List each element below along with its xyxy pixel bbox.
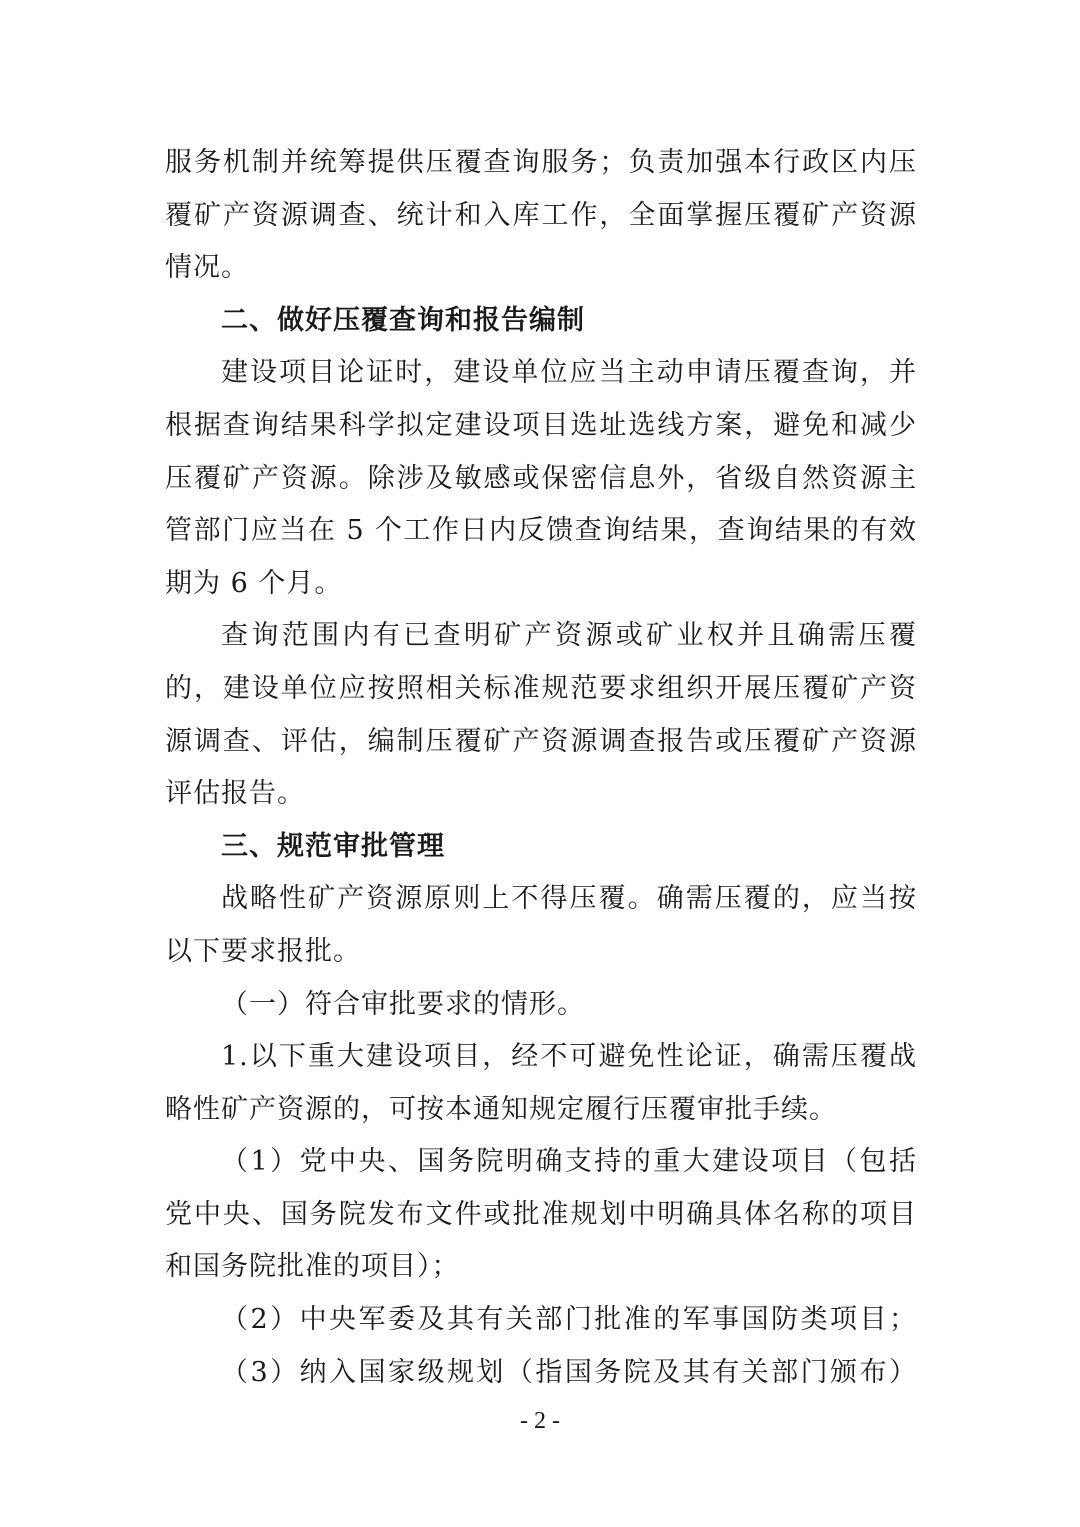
section-heading: 二、做好压覆查询和报告编制	[221, 304, 585, 336]
text-line: 的，建设单位应按照相关标准规范要求组织开展压覆矿产资	[165, 672, 917, 704]
text-line: 压覆矿产资源。除涉及敏感或保密信息外，省级自然资源主	[165, 462, 917, 494]
text-line: 源调查、评估，编制压覆矿产资源调查报告或压覆矿产资源	[165, 725, 917, 757]
text-line: 略性矿产资源的，可按本通知规定履行压覆审批手续。	[165, 1093, 837, 1125]
section-heading: 三、规范审批管理	[221, 830, 445, 862]
text-line: （3）纳入国家级规划（指国务院及其有关部门颁布）	[221, 1356, 917, 1388]
text-line: 以下要求报批。	[165, 935, 361, 967]
text-line: 根据查询结果科学拟定建设项目选址选线方案，避免和减少	[165, 409, 917, 441]
text-line: （一）符合审批要求的情形。	[221, 988, 585, 1020]
text-line: 查询范围内有已查明矿产资源或矿业权并且确需压覆	[221, 620, 917, 652]
text-line: （1）党中央、国务院明确支持的重大建设项目（包括	[221, 1146, 917, 1178]
text-line: （2）中央军委及其有关部门批准的军事国防类项目；	[221, 1304, 917, 1336]
text-line: 覆矿产资源调查、统计和入库工作，全面掌握压覆矿产资源	[165, 199, 917, 231]
text-line: 战略性矿产资源原则上不得压覆。确需压覆的，应当按	[221, 883, 917, 915]
text-line: 和国务院批准的项目）；	[165, 1251, 460, 1283]
text-line: 评估报告。	[165, 778, 305, 810]
document-body	[165, 137, 917, 1399]
text-line: 建设项目论证时，建设单位应当主动申请压覆查询，并	[221, 357, 917, 389]
text-line: 管部门应当在 5 个工作日内反馈查询结果，查询结果的有效	[165, 515, 917, 547]
text-line: 情况。	[165, 252, 249, 284]
text-line: 期为 6 个月。	[165, 567, 343, 599]
text-line: 服务机制并统筹提供压覆查询服务；负责加强本行政区内压	[165, 147, 917, 178]
text-line: 党中央、国务院发布文件或批准规划中明确具体名称的项目	[165, 1198, 917, 1230]
page-number: - 2 -	[520, 1408, 560, 1434]
text-line: 1.以下重大建设项目，经不可避免性论证，确需压覆战	[221, 1041, 917, 1073]
